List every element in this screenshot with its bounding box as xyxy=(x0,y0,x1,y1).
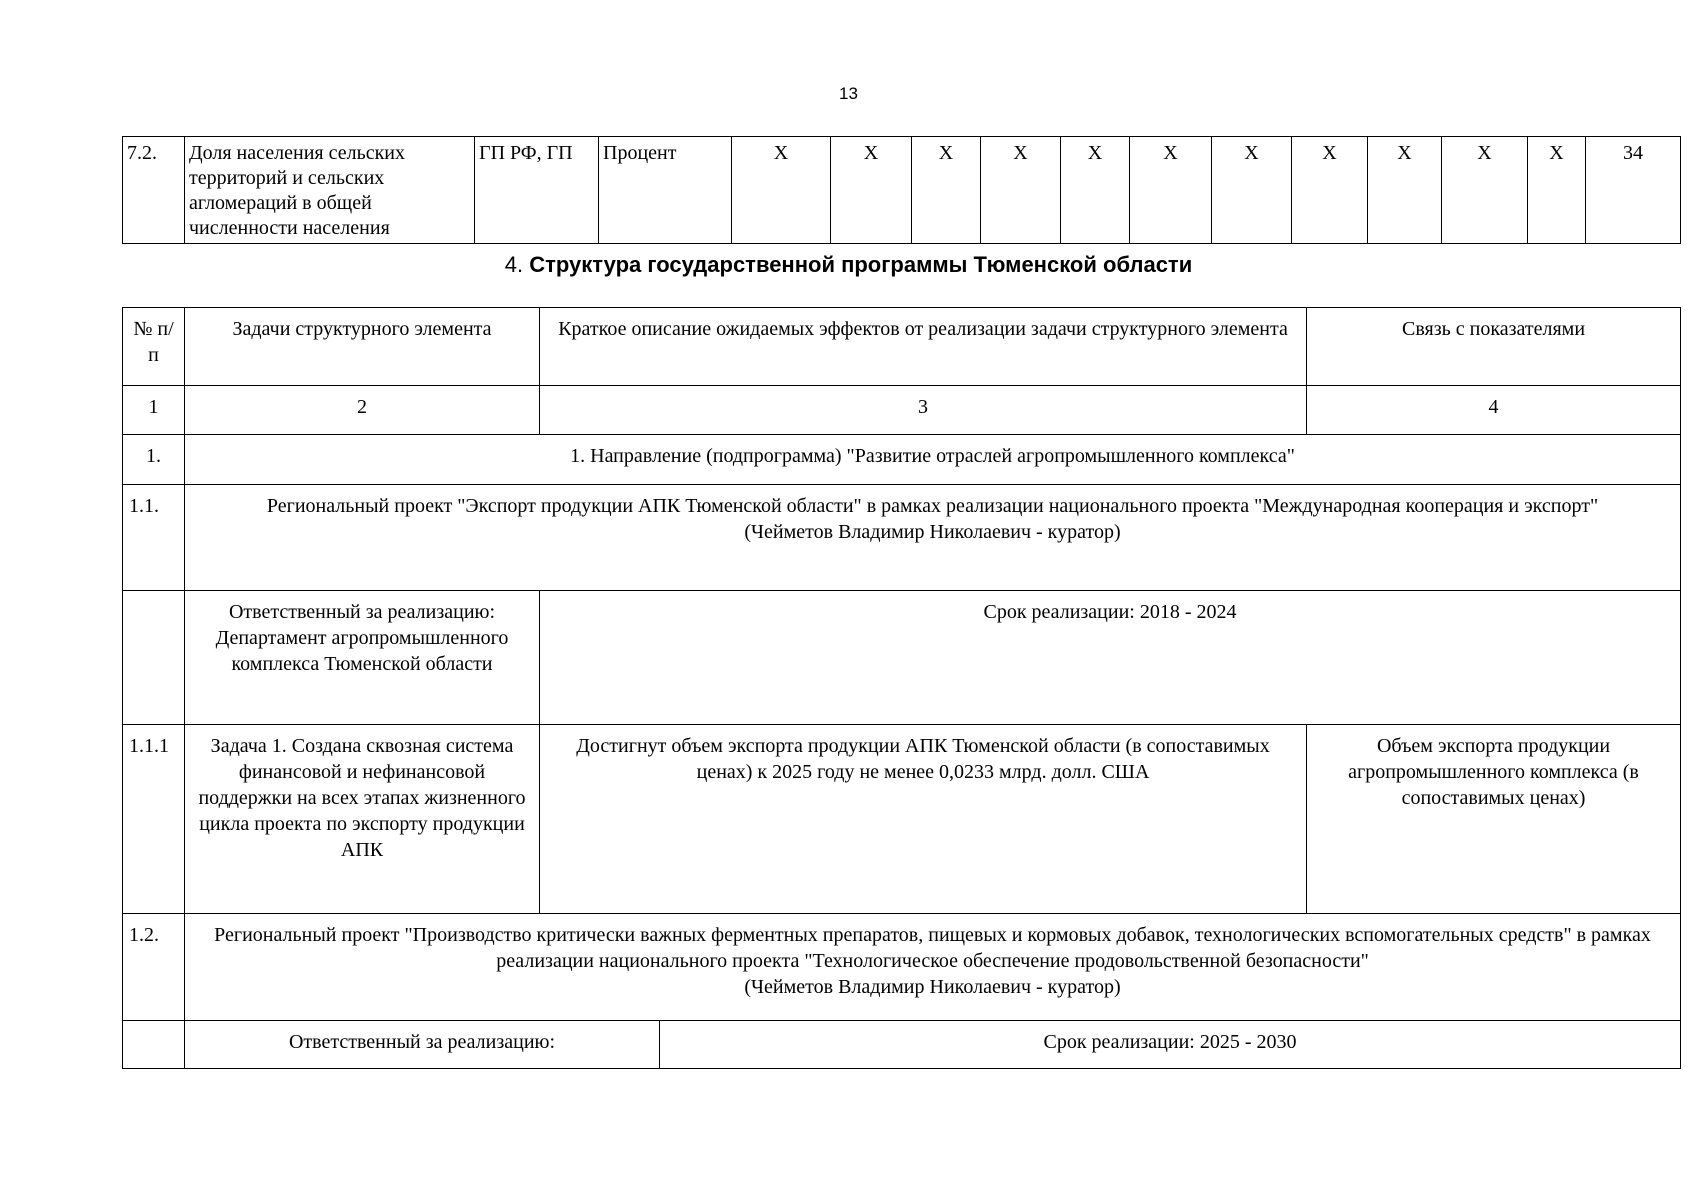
indicator-value: X xyxy=(1061,137,1130,244)
table-row-1-1-resp xyxy=(123,591,1681,725)
task-cell: Задача 1. Создана сквозная система финансовой и нефинансовой поддержки на всех этапах жизненного цикла проекта по экспорту продукции АПК xyxy=(185,725,540,914)
row-num: 1.2. xyxy=(123,914,185,1021)
table-row-1-2 xyxy=(123,914,1681,1021)
col-number: 3 xyxy=(540,386,1307,435)
project-title xyxy=(185,914,1681,1021)
section-title-text: Структура государственной программы Тюменской области xyxy=(529,252,1193,277)
column-numbers-row xyxy=(123,386,1681,435)
project-curator: (Чейметов Владимир Николаевич - куратор) xyxy=(744,976,1121,998)
header-num: № п/п xyxy=(123,308,185,386)
project-name: Региональный проект "Производство критически важных ферментных препаратов, пищевых и кормовых добавок, технологических вспомогательных средств" в рамках реализации национального проекта "Технологическое обеспечение продовольственной безопасности" xyxy=(214,924,1651,972)
section-number: 4. xyxy=(504,252,524,277)
header-effects: Краткое описание ожидаемых эффектов от реализации задачи структурного элемента xyxy=(540,308,1307,386)
indicator-value: X xyxy=(912,137,981,244)
indicator-value: X xyxy=(1292,137,1368,244)
page-number: 13 xyxy=(839,84,858,103)
indicator-value: X xyxy=(1528,137,1586,244)
project-curator: (Чейметов Владимир Николаевич - куратор) xyxy=(744,521,1121,543)
responsible-cell: Ответственный за реализацию: Департамент агропромышленного комплекса Тюменской области xyxy=(185,591,540,725)
col-number: 2 xyxy=(185,386,540,435)
indicator-level: ГП РФ, ГП xyxy=(475,137,599,244)
table-row-1-2-resp xyxy=(123,1021,1681,1069)
indicator-name: Доля населения сельских территорий и сельских агломераций в общей численности населения xyxy=(185,137,475,244)
header-tasks: Задачи структурного элемента xyxy=(185,308,540,386)
header-link: Связь с показателями xyxy=(1307,308,1681,386)
indicator-value: X xyxy=(1212,137,1292,244)
term-cell: Срок реализации: 2018 - 2024 xyxy=(540,591,1681,725)
col-number: 4 xyxy=(1307,386,1681,435)
row-num: 1.1.1 xyxy=(123,725,185,914)
row-num: 1. xyxy=(123,435,185,485)
empty-cell xyxy=(123,591,185,725)
empty-cell xyxy=(123,1021,185,1069)
project-name: Региональный проект "Экспорт продукции АПК Тюменской области" в рамках реализации национального проекта "Международная кооперация и экспорт" xyxy=(266,495,1599,517)
responsible-cell: Ответственный за реализацию: xyxy=(185,1021,660,1069)
table-row-1-1-1 xyxy=(123,725,1681,914)
table-row-1-1 xyxy=(123,485,1681,591)
indicator-value: X xyxy=(1442,137,1528,244)
indicator-value: 34 xyxy=(1586,137,1681,244)
table-row-1 xyxy=(123,435,1681,485)
term-cell: Срок реализации: 2025 - 2030 xyxy=(660,1021,1681,1069)
indicator-unit: Процент xyxy=(599,137,732,244)
indicator-value: X xyxy=(981,137,1061,244)
direction-title: 1. Направление (подпрограмма) "Развитие отраслей агропромышленного комплекса" xyxy=(185,435,1681,485)
effect-cell: Достигнут объем экспорта продукции АПК Тюменской области (в сопоставимых ценах) к 2025 году не менее 0,0233 млрд. долл. США xyxy=(540,725,1307,914)
indicator-row xyxy=(123,137,1681,244)
structure-table xyxy=(122,307,1681,1069)
row-num: 1.1. xyxy=(123,485,185,591)
indicator-value: X xyxy=(1368,137,1442,244)
indicator-table xyxy=(122,136,1681,244)
project-title xyxy=(185,485,1681,591)
table-header-row xyxy=(123,308,1681,386)
indicator-value: X xyxy=(1130,137,1212,244)
indicator-num: 7.2. xyxy=(123,137,185,244)
col-number: 1 xyxy=(123,386,185,435)
indicator-value: X xyxy=(732,137,831,244)
indicator-link-cell: Объем экспорта продукции агропромышленного комплекса (в сопоставимых ценах) xyxy=(1307,725,1681,914)
indicator-value: X xyxy=(831,137,912,244)
section-title xyxy=(0,252,1697,278)
